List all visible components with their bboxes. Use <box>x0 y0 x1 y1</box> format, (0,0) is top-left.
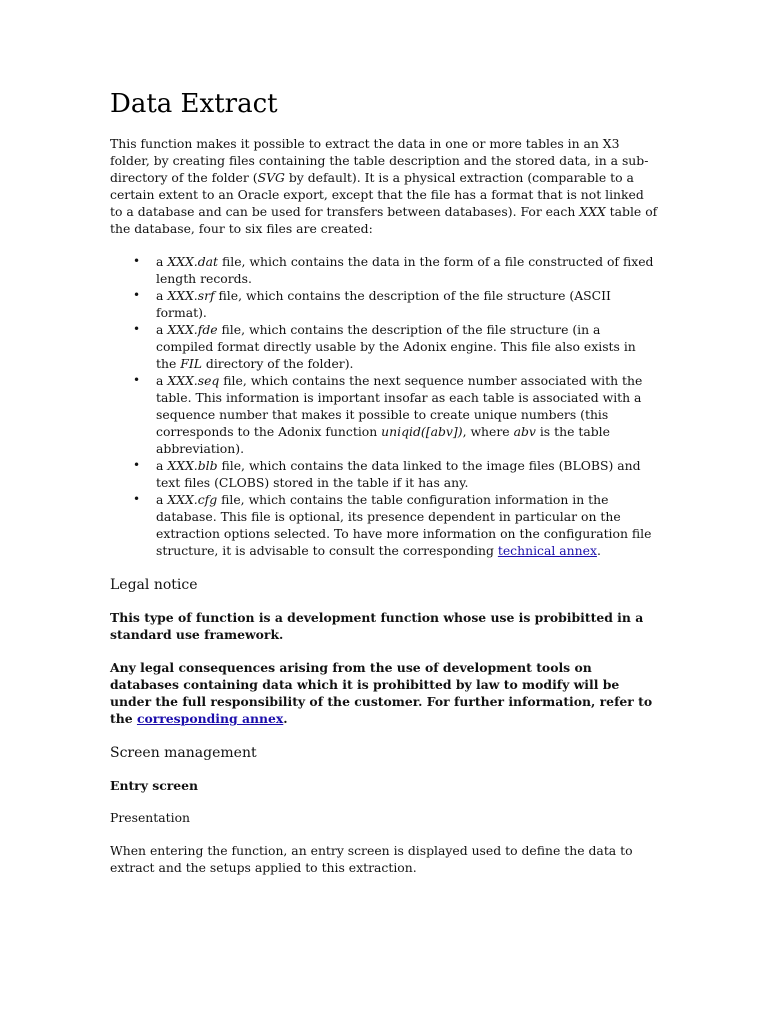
intro-text-2: by default). It is a physical extraction (comparable to a certain extent to an Oracle export, except that the file has a format that is not linked to a database and can be used for transfers between databases). For each <box>110 170 644 219</box>
item-prefix: a <box>156 254 168 269</box>
corresponding-annex-link[interactable]: corresponding annex <box>136 711 284 726</box>
bullet-icon: • <box>133 373 141 387</box>
intro-text-3: table of the database, four to six files are created: <box>110 204 658 236</box>
presentation-label: Presentation <box>110 810 191 825</box>
legal-paragraph-2 <box>110 659 658 727</box>
screen-management-heading: Screen management <box>110 745 257 761</box>
intro-text-1: This function makes it possible to extract the data in one or more tables in an X3 folder, by creating files containing the table description and the stored data, in a sub-directory of the folder ( <box>110 136 649 185</box>
item-prefix: a <box>156 458 168 473</box>
item-text: file, which contains the description of the file structure (ASCII format). <box>156 288 611 320</box>
list-item-fde <box>133 321 658 372</box>
item-text-2: directory of the folder). <box>201 356 354 371</box>
item-filename: XXX.srf <box>167 288 215 303</box>
document-page <box>110 88 658 892</box>
list-item-seq <box>133 372 658 457</box>
entry-screen-heading: Entry screen <box>110 778 199 793</box>
item-text-2: . <box>596 543 601 558</box>
entry-screen-description: When entering the function, an entry screen is displayed used to define the data to extract and the setups applied to this extraction. <box>110 843 633 875</box>
list-item-srf <box>133 287 658 321</box>
item-text-2: , where <box>462 424 514 439</box>
item-text: file, which contains the data linked to the image files (BLOBS) and text files (CLOBS) stored in the table if it has any. <box>156 458 641 490</box>
item-filename: XXX.seq <box>167 373 220 388</box>
item-text: file, which contains the description of the file structure (in a compiled format directly usable by the Adonix engine. This file also exists in the <box>156 322 636 371</box>
list-item-cfg <box>133 491 658 559</box>
technical-annex-link[interactable]: technical annex <box>497 543 597 558</box>
item-function: uniqid([abv]) <box>381 424 463 439</box>
intro-paragraph <box>110 135 658 237</box>
legal-end: . <box>283 711 288 726</box>
item-filename: XXX.fde <box>167 322 218 337</box>
item-abv: abv <box>513 424 536 439</box>
intro-xxx: XXX <box>579 204 606 219</box>
legal-paragraph-1: This type of function is a development function whose use is probibitted in a standard use framework. <box>110 610 644 642</box>
bullet-icon: • <box>133 254 141 268</box>
item-text: file, which contains the data in the form of a file constructed of fixed length records. <box>156 254 654 286</box>
bullet-icon: • <box>133 492 141 506</box>
item-text: file, which contains the next sequence number associated with the table. This information is important insofar as each table is associated with a sequence number that makes it possible to create unique numbers (this corresponds to the Adonix function <box>156 373 643 439</box>
item-text-3: is the table abbreviation). <box>156 424 610 456</box>
bullet-icon: • <box>133 322 141 336</box>
bullet-icon: • <box>133 458 141 472</box>
item-text: file, which contains the table configuration information in the database. This file is optional, its presence dependent in particular on the extraction options selected. To have more information on the configuration file structure, it is advisable to consult the corresponding <box>156 492 652 558</box>
legal-notice-heading: Legal notice <box>110 577 198 593</box>
list-item-dat <box>133 253 658 287</box>
item-prefix: a <box>156 288 168 303</box>
item-filename: XXX.cfg <box>167 492 218 507</box>
item-prefix: a <box>156 373 168 388</box>
file-list <box>110 253 658 559</box>
item-filename: XXX.blb <box>167 458 218 473</box>
item-prefix: a <box>156 492 168 507</box>
legal-text: Any legal consequences arising from the use of development tools on databases containing data which it is prohibitted by law to modify will be under the full responsibility of the customer. For further information, refer to the <box>110 660 653 726</box>
item-fil: FIL <box>180 356 202 371</box>
item-prefix: a <box>156 322 168 337</box>
intro-svg: SVG <box>257 170 285 185</box>
list-item-blb <box>133 457 658 491</box>
page-title: Data Extract <box>110 89 278 119</box>
item-filename: XXX.dat <box>167 254 219 269</box>
bullet-icon: • <box>133 288 141 302</box>
